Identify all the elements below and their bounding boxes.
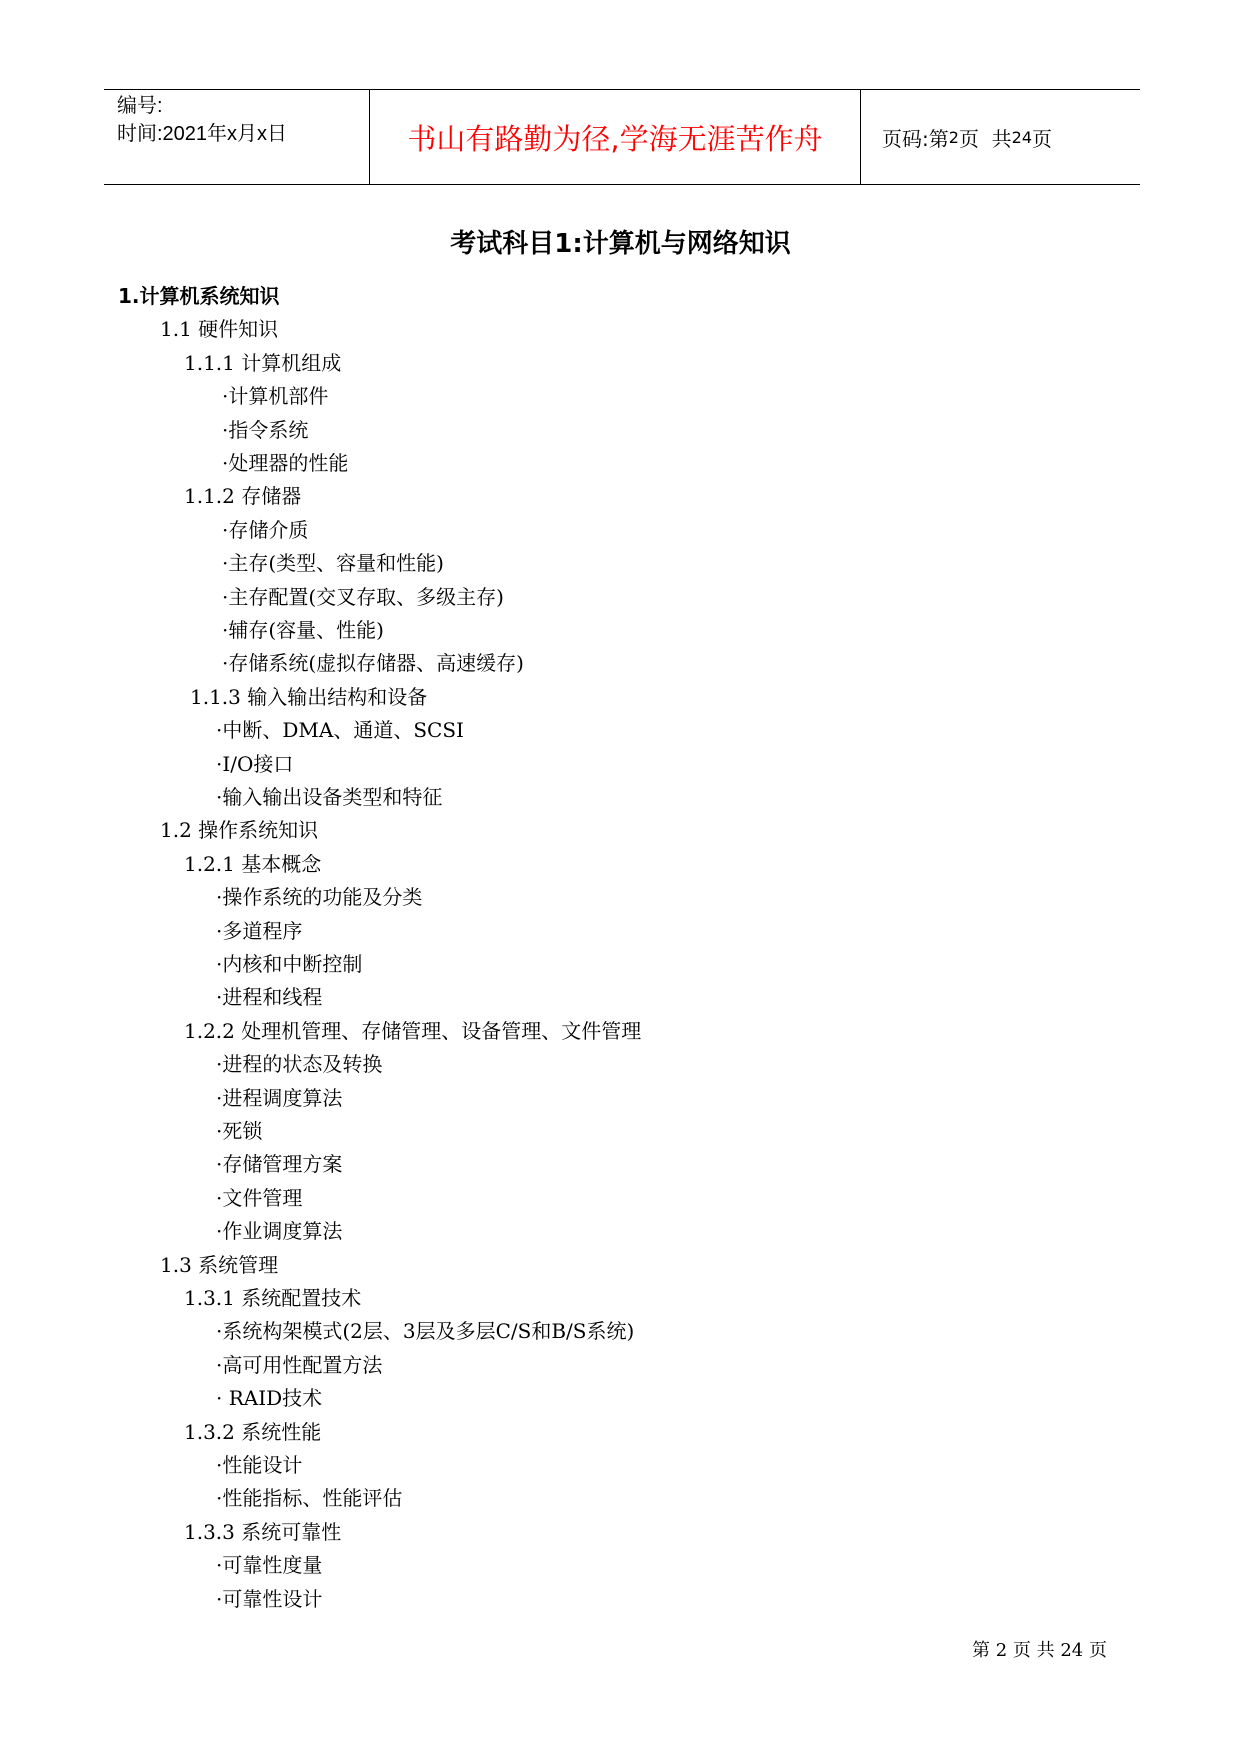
- outline-bullet-item: ·主存(类型、容量和性能): [222, 551, 444, 576]
- outline-heading-level-3: 1.1.3 输入输出结构和设备: [190, 684, 428, 709]
- outline-bullet-item: ·作业调度算法: [216, 1219, 343, 1244]
- outline-bullet-item: ·输入输出设备类型和特征: [216, 785, 443, 809]
- outline-heading-level-1: 1.计算机系统知识: [118, 284, 280, 308]
- document-title: 考试科目1:计算机与网络知识: [450, 229, 791, 259]
- outline-bullet-item: ·内核和中断控制: [216, 952, 363, 976]
- outline-heading-level-2: 1.3 系统管理: [160, 1252, 279, 1277]
- outline-heading-level-2: 1.2 操作系统知识: [160, 818, 319, 843]
- document-number-label: 编号:: [117, 95, 163, 117]
- outline-heading-level-3: 1.2.2 处理机管理、存储管理、设备管理、文件管理: [184, 1018, 642, 1043]
- page-footer: 第 2 页 共 24 页: [972, 1640, 1107, 1661]
- outline-bullet-item: ·进程调度算法: [216, 1085, 343, 1110]
- header-divider-right: [860, 90, 861, 184]
- outline-bullet-item: ·进程和线程: [216, 985, 323, 1010]
- outline-bullet-item: ·计算机部件: [222, 384, 329, 409]
- outline-bullet-item: ·中断、DMA、通道、SCSI: [216, 718, 464, 743]
- outline-heading-level-3: 1.3.3 系统可靠性: [184, 1519, 342, 1544]
- header-page-info: [870, 90, 1140, 184]
- outline-bullet-item: ·指令系统: [222, 417, 309, 442]
- outline-heading-level-3: 1.1.1 计算机组成: [184, 350, 342, 375]
- document-time-label: 时间:2021年x月x日: [117, 123, 288, 145]
- outline-heading-level-3: 1.3.1 系统配置技术: [184, 1286, 362, 1310]
- outline-bullet-item: ·多道程序: [216, 918, 303, 943]
- outline-bullet-item: ·存储系统(虚拟存储器、高速缓存): [222, 651, 524, 676]
- outline-heading-level-2: 1.1 硬件知识: [160, 317, 279, 342]
- outline-heading-level-3: 1.3.2 系统性能: [184, 1419, 322, 1444]
- outline-bullet-item: ·辅存(容量、性能): [222, 618, 384, 642]
- outline-bullet-item: ·存储介质: [222, 517, 309, 542]
- outline-bullet-item: ·系统构架模式(2层、3层及多层C/S和B/S系统): [216, 1319, 635, 1344]
- outline-bullet-item: ·主存配置(交叉存取、多级主存): [222, 584, 504, 609]
- outline-bullet-item: · RAID技术: [216, 1386, 323, 1411]
- outline-bullet-item: ·性能指标、性能评估: [216, 1486, 403, 1511]
- outline-bullet-item: ·存储管理方案: [216, 1152, 343, 1177]
- page-header: [104, 89, 1140, 185]
- outline-bullet-item: ·死锁: [216, 1119, 263, 1143]
- outline-heading-level-3: 1.2.1 基本概念: [184, 851, 322, 876]
- outline-bullet-item: ·进程的状态及转换: [216, 1052, 383, 1077]
- outline-bullet-item: ·处理器的性能: [222, 451, 349, 475]
- header-motto: 书山有路勤为径,学海无涯苦作舟: [407, 121, 823, 156]
- outline-bullet-item: ·性能设计: [216, 1453, 303, 1477]
- page-mid: 页 共: [958, 126, 1012, 151]
- page-end: 页: [1032, 126, 1053, 151]
- outline-bullet-item: ·可靠性度量: [216, 1553, 323, 1578]
- outline-bullet-item: ·高可用性配置方法: [216, 1352, 383, 1377]
- page-current: 2: [948, 127, 959, 147]
- page-label: 页码:第: [882, 126, 949, 151]
- page-total: 24: [1011, 127, 1033, 147]
- outline-bullet-item: ·可靠性设计: [216, 1586, 323, 1611]
- outline-bullet-item: ·操作系统的功能及分类: [216, 885, 423, 910]
- header-meta: [117, 92, 287, 148]
- outline-bullet-item: ·文件管理: [216, 1185, 303, 1210]
- outline-heading-level-3: 1.1.2 存储器: [184, 484, 302, 509]
- outline-bullet-item: ·I/O接口: [216, 751, 294, 776]
